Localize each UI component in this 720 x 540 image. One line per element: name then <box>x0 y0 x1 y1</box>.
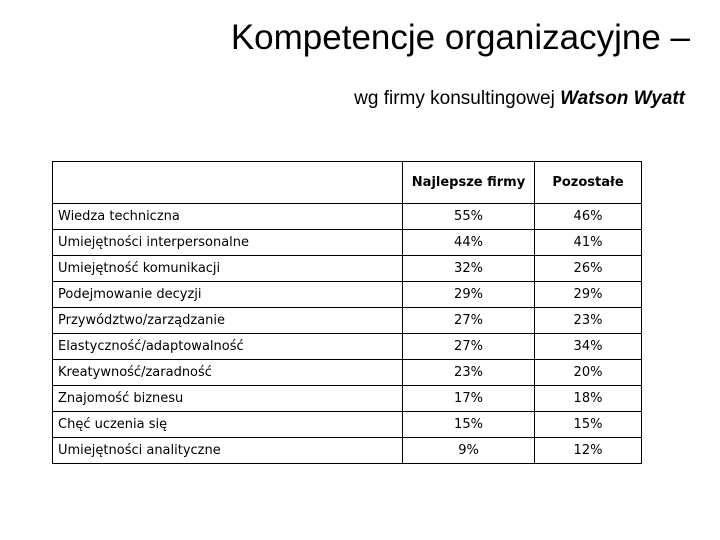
table-row <box>53 204 642 230</box>
subtitle-text: wg firmy konsultingowej <box>354 88 561 109</box>
table-row <box>53 386 642 412</box>
competency-name: Umiejętności analityczne <box>53 438 403 464</box>
slide-title: Kompetencje organizacyjne – <box>230 18 690 57</box>
others-value: 15% <box>535 412 642 438</box>
others-value: 20% <box>535 360 642 386</box>
table-row <box>53 334 642 360</box>
best-companies-value: 44% <box>403 230 535 256</box>
others-value: 23% <box>535 308 642 334</box>
best-companies-value: 27% <box>403 334 535 360</box>
table-row <box>53 282 642 308</box>
header-empty <box>53 162 403 204</box>
others-value: 29% <box>535 282 642 308</box>
others-value: 41% <box>535 230 642 256</box>
others-value: 18% <box>535 386 642 412</box>
others-value: 12% <box>535 438 642 464</box>
table-row <box>53 256 642 282</box>
competency-table <box>52 161 642 464</box>
best-companies-value: 15% <box>403 412 535 438</box>
others-value: 26% <box>535 256 642 282</box>
slide-subtitle <box>0 86 685 112</box>
competency-name: Chęć uczenia się <box>53 412 403 438</box>
competency-name: Przywództwo/zarządzanie <box>53 308 403 334</box>
header-others: Pozostałe <box>535 162 642 204</box>
competency-name: Podejmowanie decyzji <box>53 282 403 308</box>
table-row <box>53 412 642 438</box>
others-value: 34% <box>535 334 642 360</box>
competency-name: Wiedza techniczna <box>53 204 403 230</box>
best-companies-value: 9% <box>403 438 535 464</box>
table-row <box>53 230 642 256</box>
best-companies-value: 29% <box>403 282 535 308</box>
header-best-companies: Najlepsze firmy <box>403 162 535 204</box>
competency-name: Znajomość biznesu <box>53 386 403 412</box>
best-companies-value: 23% <box>403 360 535 386</box>
table-row <box>53 360 642 386</box>
best-companies-value: 17% <box>403 386 535 412</box>
others-value: 46% <box>535 204 642 230</box>
best-companies-value: 27% <box>403 308 535 334</box>
table-header-row <box>53 162 642 204</box>
competency-name: Umiejętność komunikacji <box>53 256 403 282</box>
best-companies-value: 32% <box>403 256 535 282</box>
table-row <box>53 308 642 334</box>
subtitle-company: Watson Wyatt <box>560 88 685 109</box>
table-row <box>53 438 642 464</box>
competency-name: Kreatywność/zaradność <box>53 360 403 386</box>
competency-name: Umiejętności interpersonalne <box>53 230 403 256</box>
competency-name: Elastyczność/adaptowalność <box>53 334 403 360</box>
best-companies-value: 55% <box>403 204 535 230</box>
